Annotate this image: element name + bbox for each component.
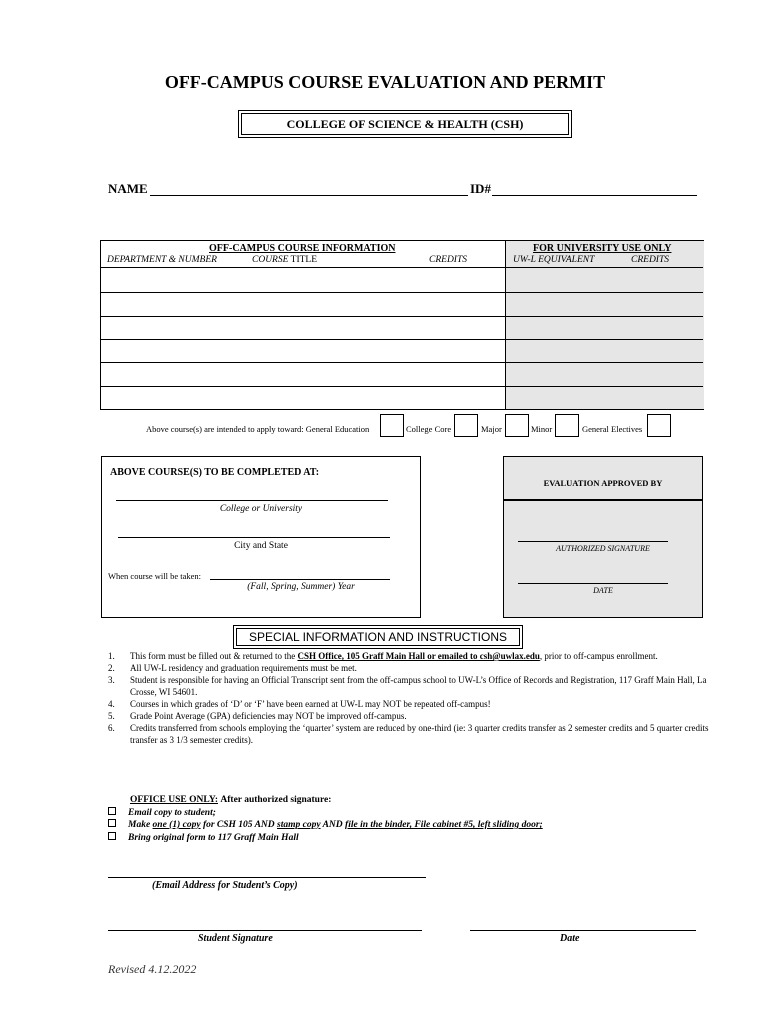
csh-office-contact: CSH Office, 105 Graff Main Hall or emailed to csh@uwlax.edu <box>297 651 540 661</box>
list-item: 2. All UW-L residency and graduation requirements must be met. <box>108 663 357 673</box>
when-label: When course will be taken: <box>108 571 201 581</box>
college-field[interactable] <box>116 500 388 501</box>
list-item: Email copy to student; <box>130 807 543 820</box>
student-signature-caption: Student Signature <box>198 933 273 944</box>
major-label: Major <box>481 424 502 434</box>
table-row[interactable] <box>101 316 703 317</box>
office-use-label: OFFICE USE ONLY: <box>130 795 218 805</box>
email-caption: (Email Address for Student’s Copy) <box>152 880 298 891</box>
college-heading: COLLEGE OF SCIENCE & HEALTH (CSH) <box>238 110 572 138</box>
city-caption: City and State <box>234 541 288 551</box>
university-use-heading: FOR UNIVERSITY USE ONLY <box>533 243 672 254</box>
table-row[interactable] <box>101 339 703 340</box>
date-caption: Date <box>560 933 580 944</box>
table-row[interactable] <box>101 292 703 293</box>
list-item: 5. Grade Point Average (GPA) deficiencies may NOT be improved off-campus. <box>108 711 407 721</box>
page-title: OFF-CAMPUS COURSE EVALUATION AND PERMIT <box>164 72 606 92</box>
college-caption: College or University <box>219 504 303 514</box>
electives-checkbox[interactable] <box>647 414 671 437</box>
table-row[interactable] <box>101 362 703 363</box>
checkbox-icon <box>108 819 116 827</box>
authorized-signature-field[interactable] <box>518 541 668 542</box>
major-checkbox[interactable] <box>505 414 529 437</box>
col-dept-number: DEPARTMENT & NUMBER <box>107 255 217 265</box>
off-campus-heading: OFF-CAMPUS COURSE INFORMATION <box>209 243 396 254</box>
col-credits: CREDITS <box>429 255 467 265</box>
list-item: Make one (1) copy for CSH 105 AND stamp copy AND file in the binder, File cabinet #5, left sliding door; <box>130 819 543 832</box>
list-item: 1. This form must be filled out & returned to the CSH Office, 105 Graff Main Hall or emailed to csh@uwlax.edu, prior to off-campus enrollment. <box>108 651 658 661</box>
id-label: ID# <box>470 181 491 196</box>
col-uwl-equivalent: UW-L EQUIVALENT <box>513 255 595 265</box>
evaluation-box <box>503 456 703 618</box>
checkbox-icon <box>108 832 116 840</box>
student-signature-field[interactable] <box>108 930 422 931</box>
revision-date: Revised 4.12.2022 <box>108 962 197 976</box>
electives-label: General Electives <box>582 424 643 434</box>
date-field[interactable] <box>470 930 696 931</box>
city-field[interactable] <box>118 537 390 538</box>
college-core-label: College Core <box>406 424 452 434</box>
completion-location-box <box>101 456 421 618</box>
evaluation-heading: EVALUATION APPROVED BY <box>543 478 663 488</box>
list-item: 3. Student is responsible for having an Official Transcript sent from the off-campus school to UW-L’s Office of Records and Registration, 117 Graff Main Hall, La Crosse, WI 54601. <box>108 675 707 697</box>
minor-checkbox[interactable] <box>555 414 579 437</box>
col-course-title: COURSE TITLE <box>252 255 318 265</box>
name-field[interactable] <box>150 181 468 196</box>
course-table <box>100 240 704 410</box>
list-item: Bring original form to 117 Graff Main Hall <box>130 832 543 845</box>
list-item: 4. Courses in which grades of ‘D’ or ‘F’ have been earned at UW-L may NOT be repeated off-campus! <box>108 699 491 709</box>
eval-date-caption: DATE <box>593 586 613 595</box>
college-core-checkbox[interactable] <box>454 414 478 437</box>
intent-prefix: Above course(s) are intended to apply toward: General Education <box>146 424 370 434</box>
eval-date-field[interactable] <box>518 583 668 584</box>
instructions-list <box>108 650 728 746</box>
office-use-section: OFFICE USE ONLY: After authorized signature: Email copy to student; Make one (1) copy for CSH 105 AND stamp copy AND file in the binder, File cabinet #5, left sliding door; Bring original form to 117 Graff Main Hall <box>130 794 543 844</box>
minor-label: Minor <box>531 424 553 434</box>
table-row[interactable] <box>101 386 703 387</box>
special-info-heading: SPECIAL INFORMATION AND INSTRUCTIONS <box>233 625 523 649</box>
col-credits-right: CREDITS <box>631 255 669 265</box>
completion-heading: ABOVE COURSE(S) TO BE COMPLETED AT: <box>110 467 320 478</box>
email-field[interactable] <box>108 877 426 878</box>
id-field[interactable] <box>492 181 697 196</box>
list-item: 6. Credits transferred from schools employing the ‘quarter’ system are reduced by one-third (ie: 3 quarter credits transfer as 2 semester credits and 5 quarter credits transfer as 3 1/3 semester credits). <box>108 723 709 745</box>
authorized-signature-caption: AUTHORIZED SIGNATURE <box>556 544 650 553</box>
gen-ed-checkbox[interactable] <box>380 414 404 437</box>
checkbox-icon <box>108 807 116 815</box>
when-field[interactable] <box>210 579 390 580</box>
term-caption: (Fall, Spring, Summer) Year <box>247 582 355 592</box>
name-label: NAME <box>108 181 148 196</box>
